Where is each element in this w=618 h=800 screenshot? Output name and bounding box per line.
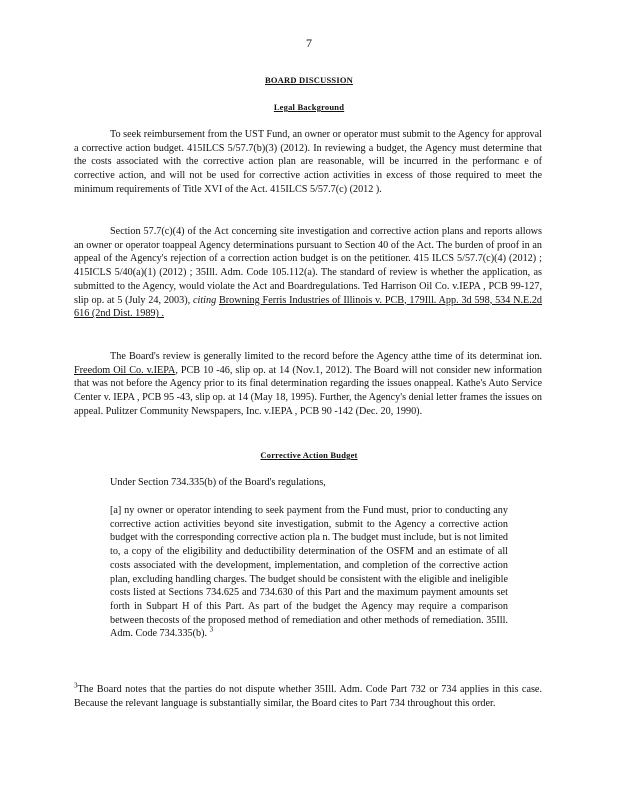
block-quote-regulation: [110, 504, 508, 641]
footnote-reference: 3: [209, 625, 214, 634]
case-citation-browning: Browning Ferris Industries of Illinois v. PCB, 179Ill. App. 3d 598, 534 N.E.2d 616 (2nd Dist. 1989) .: [74, 294, 543, 320]
page-number: 7: [306, 36, 312, 50]
heading-legal-background: [0, 102, 618, 112]
footnote-text: The Board notes that the parties do not dispute whether 35Ill. Adm. Code Part 732 or 734 applies in this case. Because the relevant language is substantially similar, the Board cites to Part 734 throughout this order.: [74, 684, 542, 709]
appeal-standard-text: Section 57.7(c)(4) of the Act concerning site investigation and corrective action plans and reports allows an owner or operator toappeal Agency determinations pursuant to Section 40 of the Act. The burden of proof in an appeal of the Agency's rejection of a correction action budget is on the petitioner. 415 ILCS 5/57.7(c)(4) (2012) ; 415ICLS 5/40(a)(1) (2012) ; 35Ill. Adm. Code 105.112(a). The standard of review is whether the application, as submitted to the Agency, would violate the Act and Boardregulations. Ted Harrison Oil Co. v.IEPA , PCB 99-127, slip op. at 5 (July 24, 2003),: [74, 226, 542, 306]
case-citation-freedom-oil: Freedom Oil Co. v.IEPA: [74, 364, 176, 376]
board-review-text-rest: , PCB 10 -46, slip op. at 14 (Nov.1, 2012). The Board will not consider new information that was not before the Agency prior to its final determination regarding the issues onappeal. Kathe's Auto Service Center v. IEPA , PCB 95 -43, slip op. at 14 (May 18, 1995). Further, the Agency's denial letter frames the issues on appeal. Pulitzer Community Newspapers, Inc. v.IEPA , PCB 90 -142 (Dec. 20, 1990).: [74, 364, 542, 417]
heading-board-discussion-text: BOARD DISCUSSION: [265, 75, 353, 85]
footnote: [74, 683, 542, 710]
paragraph-appeal-standard: [74, 225, 542, 321]
heading-corrective-action-budget: [0, 450, 618, 460]
board-review-text: The Board's review is generally limited to the record before the Agency atthe time of its determinat ion.: [110, 351, 542, 362]
heading-board-discussion: [0, 75, 618, 85]
footnote-marker: 3: [74, 681, 78, 690]
paragraph-board-review: [74, 350, 542, 419]
block-quote-text: [a] ny owner or operator intending to seek payment from the Fund must, prior to conducting any corrective action activities beyond site investigation, submit to the Agency a corrective action budget with the corresponding corrective action pla n. The budget must include, but is not limited to, a copy of the eligibility and deductibility determination of the OSFM and an estimate of all costs associated with the development, implementation, and completion of the corrective action plan, excluding handling charges. The budget should be consistent with the eligible and ineligible costs listed at Sections 734.625 and 734.630 of this Part and the maximum payment amounts set forth in Subpart H of this Part. As part of the budget the Agency may require a comparison between thecosts of the proposed method of remediation and other methods of remediation. 35Ill. Adm. Code 734.335(b).: [110, 505, 508, 640]
paragraph-section-lead: Under Section 734.335(b) of the Board's regulations,: [110, 477, 326, 488]
paragraph-reimbursement: To seek reimbursement from the UST Fund, an owner or operator must submit to the Agency for approval a corrective action budget. 415ILCS 5/57.7(b)(3) (2012). In reviewing a budget, the Agency must determine that the costs associated with the corrective action plan are reasonable, will be incurred in the performanc e of corrective action, and will not be used for corrective action activities in excess of those required to meet the minimum requirements of Title XVI of the Act. 415ILCS 5/57.7(c) (2012 ).: [74, 129, 542, 195]
citing-signal: citing: [192, 294, 217, 306]
heading-corrective-action-budget-text: Corrective Action Budget: [260, 450, 358, 460]
heading-legal-background-text: Legal Background: [273, 102, 345, 112]
